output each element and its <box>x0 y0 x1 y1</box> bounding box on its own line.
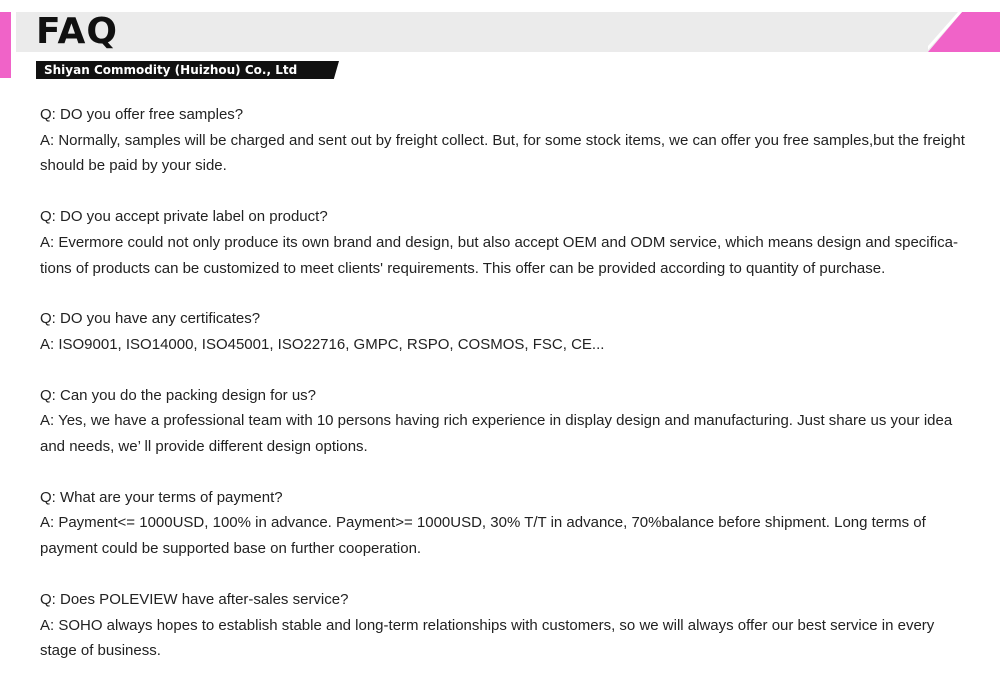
faq-list <box>40 102 965 689</box>
header-band <box>16 12 1000 52</box>
company-name: Shiyan Commodity (Huizhou) Co., Ltd <box>44 63 298 77</box>
faq-answer: A: ISO9001, ISO14000, ISO45001, ISO22716, GMPC, RSPO, COSMOS, FSC, CE... <box>40 335 605 353</box>
faq-header <box>0 0 1000 82</box>
corner-pink-shape <box>928 12 1000 52</box>
faq-answer: A: Payment<= 1000USD, 100% in advance. Payment>= 1000USD, 30% T/T in advance, 70%balance before shipment. Long terms of payment could be supported base on further cooperation. <box>40 514 926 558</box>
faq-item <box>40 587 965 664</box>
faq-question: Q: DO you have any certificates? <box>40 310 261 328</box>
faq-question: Q: Does POLEVIEW have after-sales service? <box>40 590 349 608</box>
faq-item <box>40 383 965 460</box>
faq-answer: A: SOHO always hopes to establish stable and long-term relationships with customers, so we will always offer our best service in every stage of business. <box>40 616 935 660</box>
faq-item <box>40 102 965 179</box>
faq-question: Q: DO you accept private label on product? <box>40 208 328 226</box>
faq-question: Q: DO you offer free samples? <box>40 106 244 123</box>
accent-bar <box>0 12 11 78</box>
faq-question: Q: What are your terms of payment? <box>40 488 283 506</box>
faq-answer: A: Yes, we have a professional team with 10 persons having rich experience in display design and manufacturing. Just share us your idea and needs, we’ ll provide different design options. <box>40 412 953 456</box>
faq-item <box>40 204 965 281</box>
faq-item <box>40 306 965 357</box>
faq-answer: A: Evermore could not only produce its own brand and design, but also accept OEM and ODM service, which means design and specifica-tions of products can be customized to meet clients' requirements. This offer can be provided according to quantity of purchase. <box>40 233 958 277</box>
faq-item <box>40 485 965 562</box>
faq-question: Q: Can you do the packing design for us? <box>40 386 317 404</box>
page-title: FAQ <box>36 11 118 52</box>
faq-answer: A: Normally, samples will be charged and sent out by freight collect. But, for some stock items, we can offer you free samples,but the freight should be paid by your side. <box>40 131 965 175</box>
corner-decoration <box>928 12 1000 52</box>
